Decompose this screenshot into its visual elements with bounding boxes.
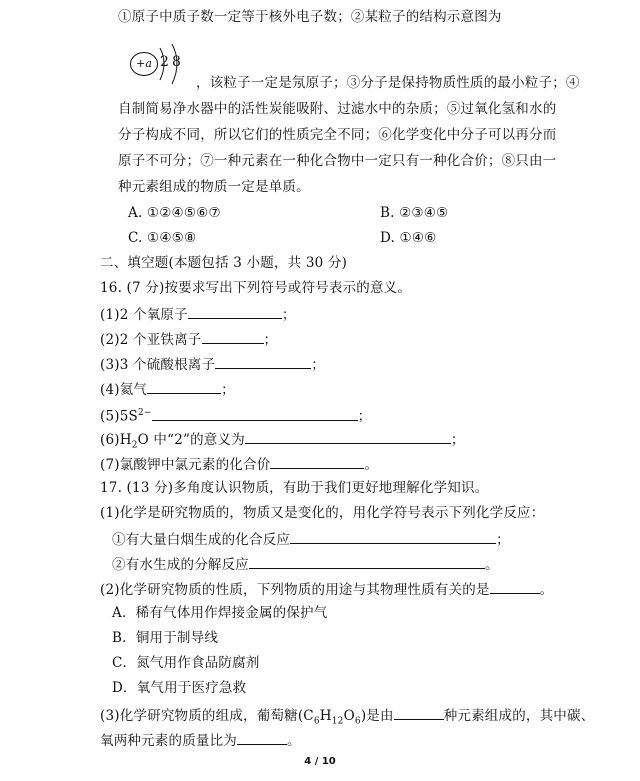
- q16-item4: (4)氦气 ；: [100, 379, 235, 399]
- answer-blank[interactable]: [394, 705, 444, 720]
- atom-structure-diagram: [124, 42, 194, 88]
- atom-nucleus: +a: [130, 52, 158, 76]
- q16-item6: $(6)H_2O$ 中“2”的意义为 ；: [100, 429, 465, 455]
- answer-blank[interactable]: [249, 554, 485, 569]
- q15-option-c[interactable]: C. ①④⑤⑧: [128, 230, 197, 246]
- q16-title: 16. (7 分)按要求写出下列符号或符号表示的意义。: [100, 280, 412, 296]
- q17-part1b: ②有水生成的分解反应 。: [112, 554, 499, 574]
- q15-line4: 分子构成不同，所以它们的性质完全不同；⑥化学变化中分子可以再分而: [118, 127, 557, 143]
- q16-item5: $(5)5S^{2-}$ ；: [100, 404, 371, 426]
- electron-shell-arcs: [124, 42, 194, 88]
- answer-blank[interactable]: [188, 304, 282, 319]
- section-heading: 二、填空题(本题包括 3 小题，共 30 分): [100, 255, 348, 271]
- q17-option-a[interactable]: A．稀有气体用作焊接金属的保护气: [112, 605, 328, 621]
- answer-blank[interactable]: [270, 454, 364, 469]
- answer-blank[interactable]: [152, 406, 358, 421]
- answer-blank[interactable]: [490, 579, 540, 594]
- q16-item2: (2)2 个亚铁离子 ；: [100, 329, 277, 349]
- answer-blank[interactable]: [290, 529, 496, 544]
- q15-line2: ，该粒子一定是氖原子；③分子是保持物质性质的最小粒子；④: [196, 75, 580, 91]
- q17-option-c[interactable]: C．氮气用作食品防腐剂: [112, 655, 260, 671]
- q15-line3: 自制简易净水器中的活性炭能吸附、过滤水中的杂质；⑤过氧化氢和水的: [118, 101, 557, 117]
- q16-item1: (1)2 个氧原子 ；: [100, 304, 296, 324]
- q17-part3: (3)化学研究物质的组成，葡萄糖$(C_6H_{12}O_6)$是由 种元素组成的，其中碳、: [100, 705, 594, 731]
- q17-part1: (1)化学是研究物质的，物质又是变化的，用化学符号表示下列化学反应：: [100, 505, 545, 521]
- answer-blank[interactable]: [245, 429, 451, 444]
- q15-line6: 种元素组成的物质一定是单质。: [118, 179, 310, 195]
- q17-option-d[interactable]: D．氧气用于医疗急救: [112, 680, 247, 696]
- atom-shell1-electrons: 2: [160, 54, 169, 70]
- q17-part4: 氧两种元素的质量比为 。: [100, 730, 301, 750]
- page-number: 4 / 10: [304, 756, 336, 767]
- atom-shell2-electrons: 8: [172, 54, 181, 70]
- q17-part1a: ①有大量白烟生成的化合反应 ；: [112, 529, 510, 549]
- q16-item3: (3)3 个硫酸根离子 ；: [100, 354, 325, 374]
- answer-blank[interactable]: [237, 730, 287, 745]
- answer-blank[interactable]: [215, 354, 311, 369]
- answer-blank[interactable]: [147, 379, 221, 394]
- q17-option-b[interactable]: B．铜用于制导线: [112, 630, 219, 646]
- q15-line5: 原子不可分；⑦一种元素在一种化合物中一定只有一种化合价；⑧只由一: [118, 153, 557, 169]
- answer-blank[interactable]: [202, 329, 264, 344]
- q15-option-a[interactable]: A. ①②④⑤⑥⑦: [128, 205, 221, 221]
- q17-title: 17. (13 分)多角度认识物质，有助于我们更好地理解化学知识。: [100, 480, 489, 496]
- q17-part2: (2)化学研究物质的性质，下列物质的用途与其物理性质有关的是 。: [100, 579, 553, 599]
- q15-line1: ①原子中质子数一定等于核外电子数；②某粒子的结构示意图为: [118, 9, 502, 25]
- q15-option-b[interactable]: B. ②③④⑤: [380, 205, 449, 221]
- q15-option-d[interactable]: D. ①④⑥: [380, 230, 437, 246]
- q16-item7: (7)氯酸钾中氯元素的化合价 。: [100, 454, 378, 474]
